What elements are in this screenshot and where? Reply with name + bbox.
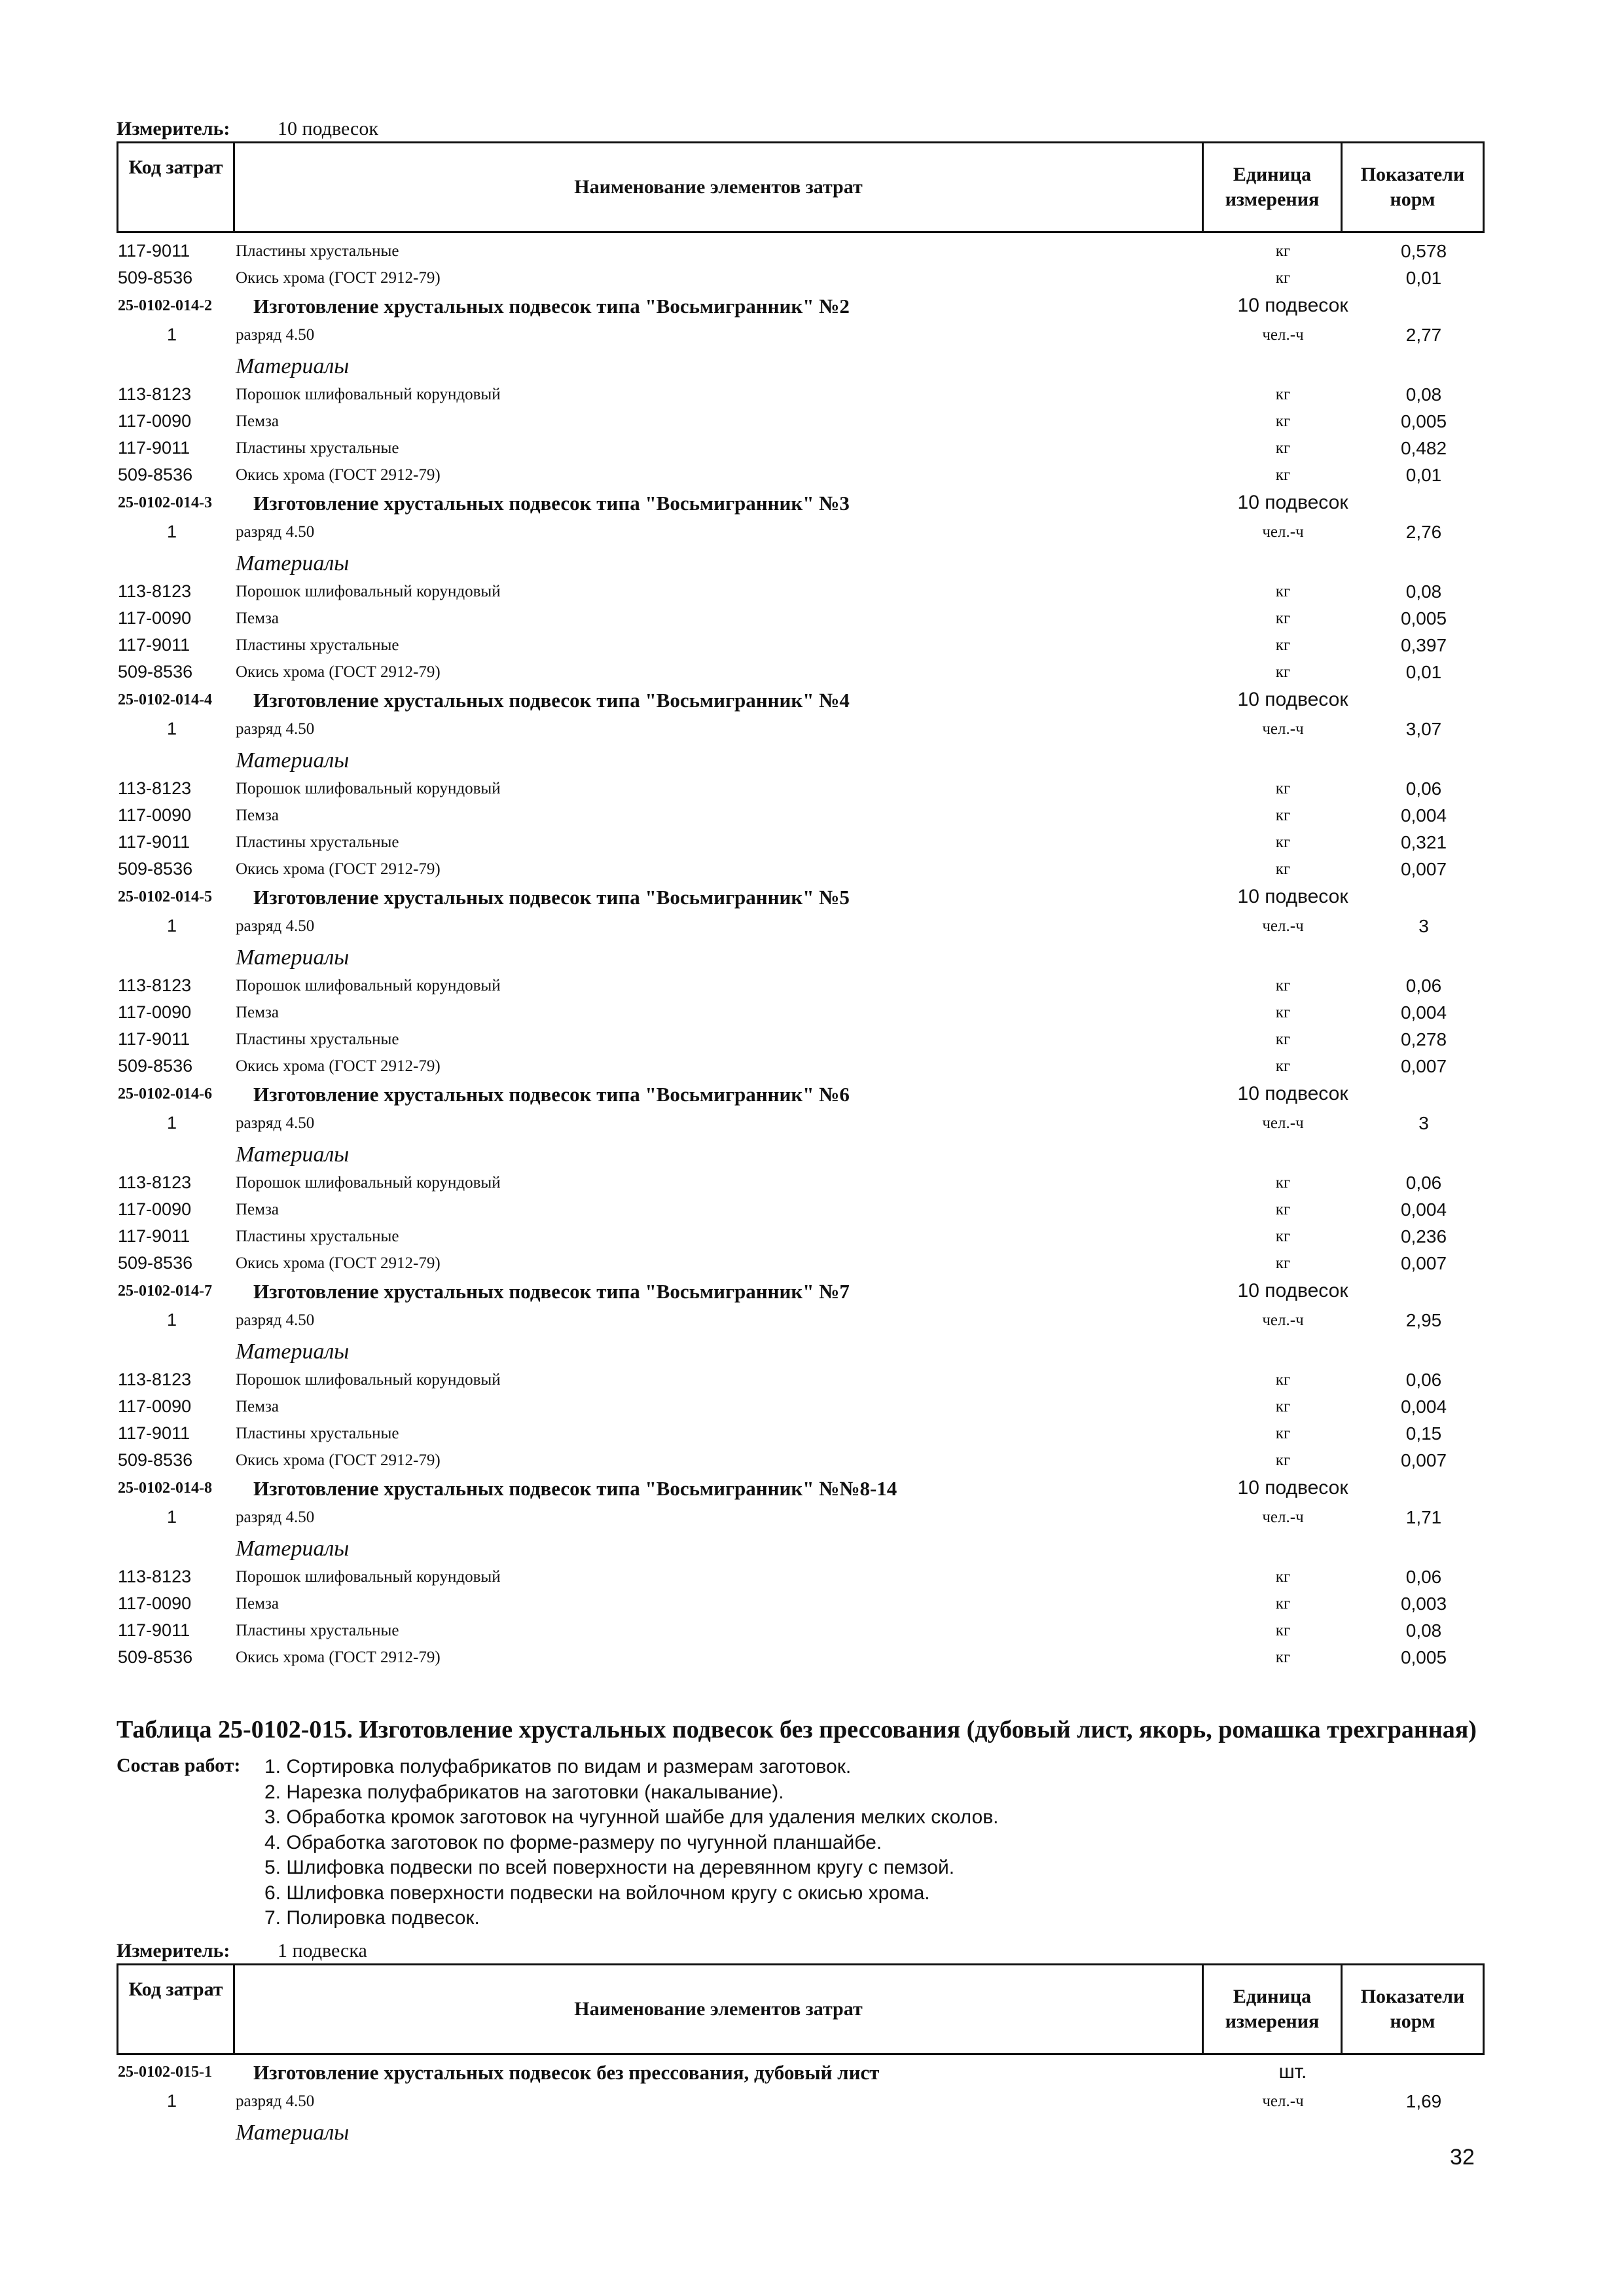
work-composition-label: Состав работ: bbox=[117, 1755, 241, 1776]
cost-unit: чел.-ч bbox=[1262, 917, 1304, 935]
cost-code: 113-8123 bbox=[118, 1567, 192, 1586]
cost-unit: кг bbox=[1275, 636, 1291, 654]
cost-code: 1 bbox=[167, 719, 177, 738]
cost-value: 2,76 bbox=[1405, 522, 1442, 542]
cost-unit: кг bbox=[1275, 466, 1291, 484]
worker-row bbox=[0, 519, 1624, 546]
section-title: Изготовление хрустальных подвесок типа "Восьмигранник" №7 bbox=[253, 1280, 850, 1303]
cost-code: 117-9011 bbox=[118, 832, 190, 852]
work-step: 2. Нарезка полуфабрикатов на заготовки (накалывание). bbox=[264, 1781, 784, 1803]
table-row bbox=[0, 829, 1624, 856]
section-code: 25-0102-014-8 bbox=[118, 1480, 212, 1497]
cost-name: Окись хрома (ГОСТ 2912-79) bbox=[236, 269, 441, 287]
cost-name: Пластины хрустальные bbox=[236, 1228, 399, 1245]
cost-unit: кг bbox=[1275, 1057, 1291, 1075]
cost-code: 509-8536 bbox=[118, 465, 193, 484]
cost-code: 1 bbox=[167, 522, 177, 541]
table-row bbox=[0, 265, 1624, 292]
materials-label: Материалы bbox=[236, 945, 350, 970]
table-row bbox=[0, 1367, 1624, 1394]
table-row bbox=[0, 462, 1624, 489]
cost-unit: кг bbox=[1275, 583, 1291, 600]
cost-code: 1 bbox=[167, 2091, 177, 2111]
cost-code: 117-0090 bbox=[118, 805, 192, 825]
table-row bbox=[0, 659, 1624, 686]
cost-unit: кг bbox=[1275, 1174, 1291, 1192]
cost-name: разряд 4.50 bbox=[236, 523, 315, 541]
header-unit: Единица измерения bbox=[1204, 1965, 1343, 2053]
section-measure: 10 подвесок bbox=[1237, 689, 1348, 710]
materials-label-row bbox=[0, 940, 1624, 973]
table-row bbox=[0, 1645, 1624, 1671]
cost-value: 0,005 bbox=[1400, 608, 1447, 629]
cost-unit: кг bbox=[1275, 1004, 1291, 1021]
worker-row bbox=[0, 913, 1624, 940]
header-unit: Единица измерения bbox=[1204, 143, 1343, 231]
cost-name: Окись хрома (ГОСТ 2912-79) bbox=[236, 466, 441, 484]
cost-name: Окись хрома (ГОСТ 2912-79) bbox=[236, 663, 441, 681]
materials-label-row bbox=[0, 1137, 1624, 1170]
section-code: 25-0102-014-4 bbox=[118, 691, 212, 708]
cost-value: 0,004 bbox=[1400, 1199, 1447, 1220]
cost-unit: чел.-ч bbox=[1262, 2092, 1304, 2110]
cost-unit: кг bbox=[1275, 1254, 1291, 1272]
cost-value: 0,007 bbox=[1400, 1056, 1447, 1076]
table-row bbox=[0, 1564, 1624, 1591]
materials-label: Материалы bbox=[236, 1339, 350, 1364]
header-name: Наименование элементов затрат bbox=[235, 1965, 1204, 2053]
section-header-row bbox=[0, 489, 1624, 519]
cost-value: 0,01 bbox=[1405, 662, 1442, 682]
cost-name: разряд 4.50 bbox=[236, 720, 315, 738]
cost-unit: кг bbox=[1275, 386, 1291, 403]
cost-name: разряд 4.50 bbox=[236, 1311, 315, 1329]
cost-value: 0,004 bbox=[1400, 1002, 1447, 1023]
cost-code: 117-0090 bbox=[118, 1396, 192, 1416]
materials-label: Материалы bbox=[236, 1537, 350, 1561]
cost-unit: кг bbox=[1275, 860, 1291, 878]
cost-name: Порошок шлифовальный корундовый bbox=[236, 1174, 501, 1192]
cost-unit: кг bbox=[1275, 780, 1291, 797]
table-row bbox=[0, 1250, 1624, 1277]
cost-unit: кг bbox=[1275, 1622, 1291, 1639]
cost-code: 113-8123 bbox=[118, 384, 192, 404]
cost-value: 0,06 bbox=[1405, 1173, 1442, 1193]
section-code: 25-0102-015-1 bbox=[118, 2064, 212, 2081]
section-header-row bbox=[0, 1277, 1624, 1307]
cost-unit: кг bbox=[1275, 1201, 1291, 1218]
cost-name: Порошок шлифовальный корундовый bbox=[236, 386, 501, 403]
cost-name: Пемза bbox=[236, 1201, 279, 1218]
work-step: 7. Полировка подвесок. bbox=[264, 1907, 480, 1929]
section-header-row bbox=[0, 1080, 1624, 1110]
cost-code: 117-9011 bbox=[118, 1423, 190, 1443]
materials-label-row bbox=[0, 349, 1624, 382]
cost-value: 0,004 bbox=[1400, 805, 1447, 826]
table-row bbox=[0, 973, 1624, 1000]
section-header-row bbox=[0, 2058, 1624, 2088]
table-row bbox=[0, 606, 1624, 632]
cost-name: разряд 4.50 bbox=[236, 2092, 315, 2110]
cost-code: 509-8536 bbox=[118, 662, 193, 682]
cost-value: 3 bbox=[1418, 916, 1429, 936]
cost-value: 3,07 bbox=[1405, 719, 1442, 739]
cost-value: 0,08 bbox=[1405, 384, 1442, 405]
cost-unit: чел.-ч bbox=[1262, 1311, 1304, 1329]
cost-value: 0,004 bbox=[1400, 1396, 1447, 1417]
cost-unit: чел.-ч bbox=[1262, 1508, 1304, 1526]
cost-name: Пластины хрустальные bbox=[236, 833, 399, 851]
section-measure: 10 подвесок bbox=[1237, 295, 1348, 316]
cost-name: Окись хрома (ГОСТ 2912-79) bbox=[236, 1451, 441, 1469]
cost-value: 0,06 bbox=[1405, 778, 1442, 799]
cost-name: Окись хрома (ГОСТ 2912-79) bbox=[236, 1649, 441, 1666]
cost-code: 509-8536 bbox=[118, 1647, 193, 1667]
cost-unit: кг bbox=[1275, 807, 1291, 824]
cost-value: 0,236 bbox=[1400, 1226, 1447, 1247]
worker-row bbox=[0, 322, 1624, 349]
header-norm: Показатели норм bbox=[1360, 1986, 1465, 2032]
section-code: 25-0102-014-6 bbox=[118, 1085, 212, 1102]
table-row bbox=[0, 382, 1624, 409]
cost-unit: чел.-ч bbox=[1262, 326, 1304, 344]
materials-label-row bbox=[0, 1531, 1624, 1564]
cost-value: 0,007 bbox=[1400, 1450, 1447, 1470]
cost-value: 2,95 bbox=[1405, 1310, 1442, 1330]
materials-label: Материалы bbox=[236, 748, 350, 773]
cost-name: разряд 4.50 bbox=[236, 1114, 315, 1132]
cost-unit: кг bbox=[1275, 412, 1291, 430]
cost-value: 2,77 bbox=[1405, 325, 1442, 345]
table-row bbox=[0, 1053, 1624, 1080]
table-header-1 bbox=[117, 141, 1485, 233]
worker-row bbox=[0, 716, 1624, 743]
worker-row bbox=[0, 1110, 1624, 1137]
cost-unit: кг bbox=[1275, 1595, 1291, 1613]
cost-value: 0,06 bbox=[1405, 1370, 1442, 1390]
cost-unit: кг bbox=[1275, 833, 1291, 851]
cost-name: Порошок шлифовальный корундовый bbox=[236, 1371, 501, 1389]
table-row bbox=[0, 776, 1624, 803]
table-row bbox=[0, 409, 1624, 435]
cost-unit: кг bbox=[1275, 663, 1291, 681]
cost-value: 0,08 bbox=[1405, 1620, 1442, 1641]
cost-unit: кг bbox=[1275, 1030, 1291, 1048]
cost-unit: кг bbox=[1275, 1568, 1291, 1586]
cost-unit: кг bbox=[1275, 1649, 1291, 1666]
worker-row bbox=[0, 1307, 1624, 1334]
cost-unit: кг bbox=[1275, 977, 1291, 994]
table-row bbox=[0, 1394, 1624, 1421]
materials-label-row bbox=[0, 2115, 1624, 2148]
section-header-row bbox=[0, 686, 1624, 716]
section-title: Изготовление хрустальных подвесок типа "Восьмигранник" №2 bbox=[253, 295, 850, 318]
measure-line-015 bbox=[117, 1940, 367, 1962]
cost-value: 0,01 bbox=[1405, 465, 1442, 485]
section-title: Изготовление хрустальных подвесок типа "Восьмигранник" №6 bbox=[253, 1083, 850, 1106]
section-code: 25-0102-014-3 bbox=[118, 494, 212, 511]
section-measure: 10 подвесок bbox=[1237, 1477, 1348, 1499]
cost-code: 113-8123 bbox=[118, 778, 192, 798]
cost-name: Пластины хрустальные bbox=[236, 1425, 399, 1442]
cost-code: 117-9011 bbox=[118, 1620, 190, 1640]
section-title: Изготовление хрустальных подвесок типа "Восьмигранник" №№8-14 bbox=[253, 1477, 897, 1500]
materials-label: Материалы bbox=[236, 354, 350, 378]
cost-unit: кг bbox=[1275, 1371, 1291, 1389]
cost-code: 117-0090 bbox=[118, 1199, 192, 1219]
section-title: Изготовление хрустальных подвесок типа "Восьмигранник" №5 bbox=[253, 886, 850, 909]
measure-label: Измеритель: bbox=[117, 118, 230, 139]
measure-value: 10 подвесок bbox=[278, 118, 378, 139]
cost-code: 117-0090 bbox=[118, 1594, 192, 1613]
table-row bbox=[0, 632, 1624, 659]
cost-code: 117-0090 bbox=[118, 608, 192, 628]
cost-unit: кг bbox=[1275, 1425, 1291, 1442]
materials-label: Материалы bbox=[236, 551, 350, 575]
cost-name: Пемза bbox=[236, 1004, 279, 1021]
cost-code: 509-8536 bbox=[118, 1056, 193, 1076]
measure-value: 1 подвеска bbox=[278, 1940, 367, 1961]
materials-label: Материалы bbox=[236, 1142, 350, 1167]
header-code: Код затрат bbox=[118, 1965, 235, 2053]
cost-value: 0,578 bbox=[1400, 241, 1447, 261]
work-steps bbox=[264, 1755, 1312, 1931]
cost-code: 117-9011 bbox=[118, 1029, 190, 1049]
work-step: 5. Шлифовка подвески по всей поверхности на деревянном кругу с пемзой. bbox=[264, 1857, 955, 1878]
cost-unit: кг bbox=[1275, 610, 1291, 627]
cost-name: Порошок шлифовальный корундовый bbox=[236, 977, 501, 994]
cost-value: 1,69 bbox=[1405, 2091, 1442, 2111]
cost-value: 0,005 bbox=[1400, 1647, 1447, 1667]
section-measure: 10 подвесок bbox=[1237, 886, 1348, 907]
worker-row bbox=[0, 1504, 1624, 1531]
table-row bbox=[0, 1000, 1624, 1027]
cost-value: 0,007 bbox=[1400, 859, 1447, 879]
cost-value: 0,08 bbox=[1405, 581, 1442, 602]
cost-unit: чел.-ч bbox=[1262, 1114, 1304, 1132]
table-header-2 bbox=[117, 1963, 1485, 2055]
cost-code: 1 bbox=[167, 325, 177, 344]
section-header-row bbox=[0, 292, 1624, 322]
cost-value: 0,397 bbox=[1400, 635, 1447, 655]
cost-name: Порошок шлифовальный корундовый bbox=[236, 1568, 501, 1586]
table-row bbox=[0, 1027, 1624, 1053]
cost-name: Пемза bbox=[236, 412, 279, 430]
cost-unit: чел.-ч bbox=[1262, 523, 1304, 541]
measure-label: Измеритель: bbox=[117, 1940, 230, 1961]
section-measure: шт. bbox=[1278, 2061, 1307, 2083]
cost-rows-015 bbox=[0, 2058, 1624, 2148]
cost-code: 1 bbox=[167, 1113, 177, 1133]
cost-code: 113-8123 bbox=[118, 1173, 192, 1192]
cost-value: 0,278 bbox=[1400, 1029, 1447, 1049]
cost-unit: кг bbox=[1275, 242, 1291, 260]
section-measure: 10 подвесок bbox=[1237, 492, 1348, 513]
work-step: 1. Сортировка полуфабрикатов по видам и размерам заготовок. bbox=[264, 1756, 852, 1777]
cost-code: 509-8536 bbox=[118, 859, 193, 879]
section-code: 25-0102-014-5 bbox=[118, 888, 212, 905]
worker-row bbox=[0, 2088, 1624, 2115]
cost-unit: кг bbox=[1275, 1451, 1291, 1469]
materials-label: Материалы bbox=[236, 2121, 350, 2145]
table-row bbox=[0, 579, 1624, 606]
work-step: 6. Шлифовка поверхности подвески на войлочном кругу с окисью хрома. bbox=[264, 1882, 930, 1904]
section-title: Изготовление хрустальных подвесок типа "Восьмигранник" №3 bbox=[253, 492, 850, 515]
table-row bbox=[0, 1197, 1624, 1224]
work-step: 4. Обработка заготовок по форме-размеру по чугунной планшайбе. bbox=[264, 1831, 882, 1853]
section-measure: 10 подвесок bbox=[1237, 1280, 1348, 1302]
cost-code: 1 bbox=[167, 916, 177, 936]
cost-code: 117-0090 bbox=[118, 411, 192, 431]
section-title: Изготовление хрустальных подвесок без прессования, дубовый лист bbox=[253, 2061, 880, 2084]
cost-code: 117-9011 bbox=[118, 1226, 190, 1246]
cost-value: 0,482 bbox=[1400, 438, 1447, 458]
cost-name: Пластины хрустальные bbox=[236, 439, 399, 457]
cost-name: Пемза bbox=[236, 807, 279, 824]
header-code: Код затрат bbox=[118, 143, 235, 231]
cost-name: Пластины хрустальные bbox=[236, 1622, 399, 1639]
cost-name: Порошок шлифовальный корундовый bbox=[236, 583, 501, 600]
cost-code: 1 bbox=[167, 1310, 177, 1330]
table-015-title: Таблица 25-0102-015. Изготовление хрустальных подвесок без прессования (дубовый лист, якорь, ромашка трехгранная) bbox=[117, 1716, 1477, 1743]
section-code: 25-0102-014-2 bbox=[118, 297, 212, 314]
cost-name: Окись хрома (ГОСТ 2912-79) bbox=[236, 860, 441, 878]
cost-value: 0,01 bbox=[1405, 268, 1442, 288]
table-row bbox=[0, 1448, 1624, 1474]
section-measure: 10 подвесок bbox=[1237, 1083, 1348, 1104]
cost-unit: кг bbox=[1275, 439, 1291, 457]
cost-name: Окись хрома (ГОСТ 2912-79) bbox=[236, 1057, 441, 1075]
cost-code: 113-8123 bbox=[118, 1370, 192, 1389]
cost-unit: кг bbox=[1275, 1228, 1291, 1245]
cost-name: разряд 4.50 bbox=[236, 1508, 315, 1526]
cost-unit: кг bbox=[1275, 269, 1291, 287]
cost-code: 509-8536 bbox=[118, 1253, 193, 1273]
cost-value: 0,005 bbox=[1400, 411, 1447, 431]
cost-value: 0,007 bbox=[1400, 1253, 1447, 1273]
cost-value: 0,06 bbox=[1405, 975, 1442, 996]
cost-rows bbox=[0, 238, 1624, 1671]
table-row bbox=[0, 1170, 1624, 1197]
cost-name: Порошок шлифовальный корундовый bbox=[236, 780, 501, 797]
cost-name: Пластины хрустальные bbox=[236, 242, 399, 260]
cost-code: 117-9011 bbox=[118, 241, 190, 261]
cost-name: Пластины хрустальные bbox=[236, 1030, 399, 1048]
table-row bbox=[0, 1618, 1624, 1645]
cost-code: 113-8123 bbox=[118, 581, 192, 601]
cost-value: 0,321 bbox=[1400, 832, 1447, 852]
cost-code: 117-0090 bbox=[118, 1002, 192, 1022]
page-number: 32 bbox=[1450, 2145, 1475, 2170]
cost-name: Пемза bbox=[236, 1398, 279, 1415]
cost-value: 1,71 bbox=[1405, 1507, 1442, 1527]
cost-value: 0,003 bbox=[1400, 1594, 1447, 1614]
cost-name: Окись хрома (ГОСТ 2912-79) bbox=[236, 1254, 441, 1272]
cost-unit: чел.-ч bbox=[1262, 720, 1304, 738]
section-title: Изготовление хрустальных подвесок типа "Восьмигранник" №4 bbox=[253, 689, 850, 712]
cost-name: Пемза bbox=[236, 1595, 279, 1613]
cost-name: Пластины хрустальные bbox=[236, 636, 399, 654]
table-row bbox=[0, 803, 1624, 829]
table-row bbox=[0, 1591, 1624, 1618]
cost-value: 0,06 bbox=[1405, 1567, 1442, 1587]
cost-value: 0,15 bbox=[1405, 1423, 1442, 1444]
work-step: 3. Обработка кромок заготовок на чугунной шайбе для удаления мелких сколов. bbox=[264, 1806, 999, 1828]
header-norm: Показатели норм bbox=[1360, 164, 1465, 210]
table-row bbox=[0, 238, 1624, 265]
section-header-row bbox=[0, 1474, 1624, 1504]
cost-value: 3 bbox=[1418, 1113, 1429, 1133]
cost-code: 509-8536 bbox=[118, 1450, 193, 1470]
materials-label-row bbox=[0, 743, 1624, 776]
cost-name: разряд 4.50 bbox=[236, 326, 315, 344]
measure-line-top bbox=[117, 118, 378, 140]
cost-code: 117-9011 bbox=[118, 635, 190, 655]
cost-unit: кг bbox=[1275, 1398, 1291, 1415]
section-code: 25-0102-014-7 bbox=[118, 1283, 212, 1300]
cost-code: 1 bbox=[167, 1507, 177, 1527]
materials-label-row bbox=[0, 546, 1624, 579]
cost-name: Пемза bbox=[236, 610, 279, 627]
header-name: Наименование элементов затрат bbox=[235, 143, 1204, 231]
table-row bbox=[0, 1421, 1624, 1448]
cost-code: 509-8536 bbox=[118, 268, 193, 287]
table-row bbox=[0, 856, 1624, 883]
table-row bbox=[0, 435, 1624, 462]
section-header-row bbox=[0, 883, 1624, 913]
cost-name: разряд 4.50 bbox=[236, 917, 315, 935]
table-row bbox=[0, 1224, 1624, 1250]
cost-code: 113-8123 bbox=[118, 975, 192, 995]
materials-label-row bbox=[0, 1334, 1624, 1367]
cost-code: 117-9011 bbox=[118, 438, 190, 458]
